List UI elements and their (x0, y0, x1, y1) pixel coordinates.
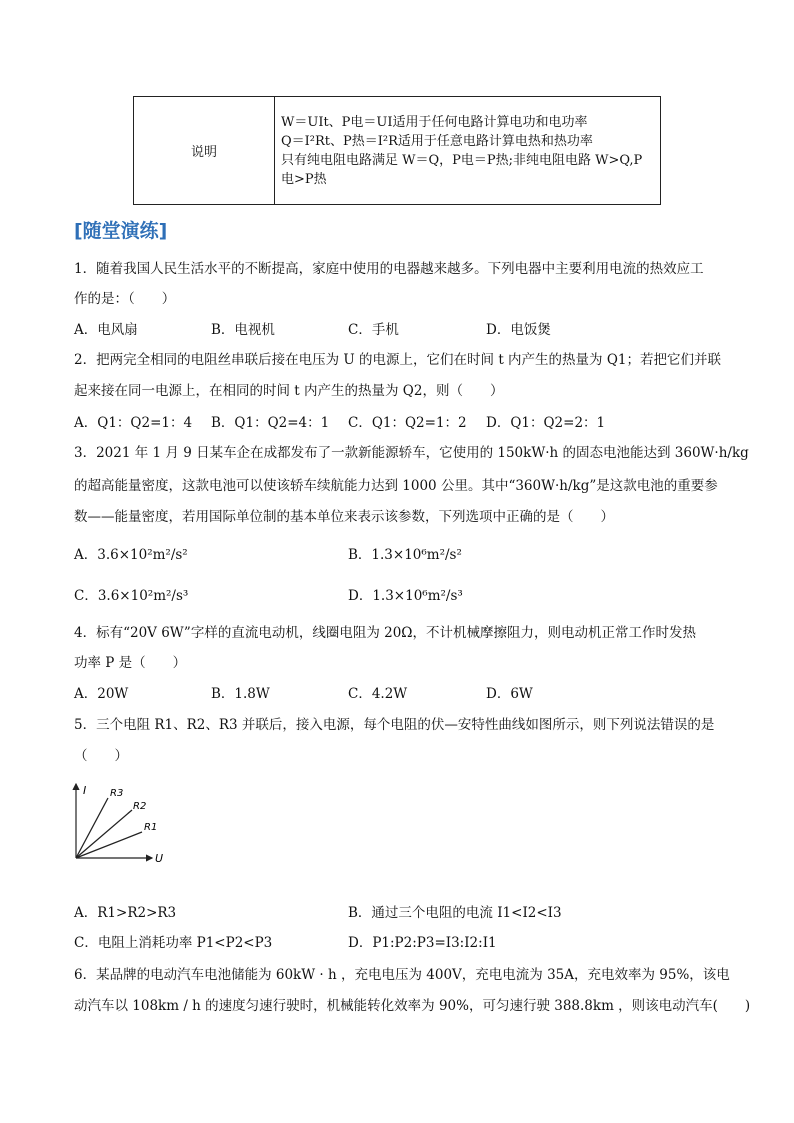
x-axis-label: U (155, 852, 164, 865)
q3-option-c: C．3.6×10²m²/s³ (74, 588, 189, 604)
curve-r1 (76, 832, 142, 858)
q3-option-d: D．1.3×10⁶m²/s³ (348, 588, 463, 604)
q1-option-d: D．电饭煲 (486, 322, 551, 338)
q4-line-2: 功率 P 是（ ） (74, 655, 187, 671)
q5-option-a: A．R1>R2>R3 (74, 905, 177, 921)
q3-line-2: 的超高能量密度，这款电池可以使该轿车续航能力达到 1000 公里。其中“360W·h/kg”是这款电池的重要参 (74, 478, 718, 494)
note-line-4: 电>P热 (281, 171, 327, 187)
q2-option-d: D．Q1：Q2=2：1 (486, 415, 606, 431)
curve-label-r2: R2 (133, 801, 147, 812)
iv-curve-graph (66, 780, 176, 870)
q2-line-2: 起来接在同一电源上，在相同的时间 t 内产生的热量为 Q2，则（ ） (74, 383, 504, 399)
note-line-2: Q＝I²Rt、P热＝I²R适用于任意电路计算电热和热功率 (281, 133, 593, 149)
q4-option-a: A．20W (74, 686, 129, 702)
q1-line-2: 作的是：（ ） (74, 291, 176, 307)
note-line-1: W＝UIt、P电＝UI适用于任何电路计算电功和电功率 (281, 114, 588, 130)
note-label: 说明 (134, 97, 275, 205)
q4-option-d: D．6W (486, 686, 533, 702)
q1-option-c: C．手机 (348, 322, 399, 338)
q5-option-d: D．P1:P2:P3=I3:I2:I1 (348, 935, 497, 951)
q1-line-1: 1．随着我国人民生活水平的不断提高，家庭中使用的电器越来越多。下列电器中主要利用电流的热效应工 (74, 261, 704, 277)
q6-line-2: 动汽车以 108km / h 的速度匀速行驶时，机械能转化效率为 90%，可匀速行驶 388.8km ，则该电动汽车( ) (74, 998, 751, 1014)
q1-option-b: B．电视机 (211, 322, 275, 338)
q4-line-1: 4．标有“20V 6W”字样的直流电动机，线圈电阻为 20Ω，不计机械摩擦阻力，则电动机正常工作时发热 (74, 625, 696, 641)
q4-option-b: B．1.8W (211, 686, 270, 702)
note-body (275, 97, 661, 205)
q3-line-3: 数——能量密度，若用国际单位制的基本单位来表示该参数，下列选项中正确的是（ ） (74, 509, 614, 525)
q2-option-c: C．Q1：Q2=1：2 (348, 415, 467, 431)
q5-line-1: 5．三个电阻 R1、R2、R3 并联后，接入电源，每个电阻的伏—安特性曲线如图所示，则下列说法错误的是 (74, 717, 715, 733)
y-axis-label: I (83, 784, 87, 797)
section-title: [随堂演练] (74, 220, 168, 242)
curve-label-r1: R1 (144, 822, 158, 833)
q5-option-c: C．电阻上消耗功率 P1<P2<P3 (74, 935, 273, 951)
q5-option-b: B．通过三个电阻的电流 I1<I2<I3 (348, 905, 562, 921)
q2-line-1: 2．把两完全相同的电阻丝串联后接在电压为 U 的电源上，它们在时间 t 内产生的热量为 Q1；若把它们并联 (74, 352, 722, 368)
q6-line-1: 6．某品牌的电动汽车电池储能为 60kW · h ，充电电压为 400V，充电电流为 35A，充电效率为 95%，该电 (74, 967, 730, 983)
note-table (133, 96, 661, 205)
q1-option-a: A．电风扇 (74, 322, 138, 338)
note-line-3: 只有纯电阻电路满足 W＝Q，P电＝P热;非纯电阻电路 W>Q,P (281, 152, 643, 168)
q3-option-a: A．3.6×10²m²/s² (74, 547, 188, 563)
q3-option-b: B．1.3×10⁶m²/s² (348, 547, 462, 563)
q5-line-2: （ ） (74, 748, 128, 764)
q3-line-1: 3．2021 年 1 月 9 日某车企在成都发布了一款新能源轿车，它使用的 150kW·h 的固态电池能达到 360W·h/kg (74, 445, 749, 461)
curve-label-r3: R3 (110, 788, 124, 799)
q4-option-c: C．4.2W (348, 686, 408, 702)
curve-r2 (76, 810, 132, 858)
q2-option-a: A．Q1：Q2=1：4 (74, 415, 193, 431)
q2-option-b: B．Q1：Q2=4：1 (211, 415, 330, 431)
curve-r3 (76, 798, 108, 858)
